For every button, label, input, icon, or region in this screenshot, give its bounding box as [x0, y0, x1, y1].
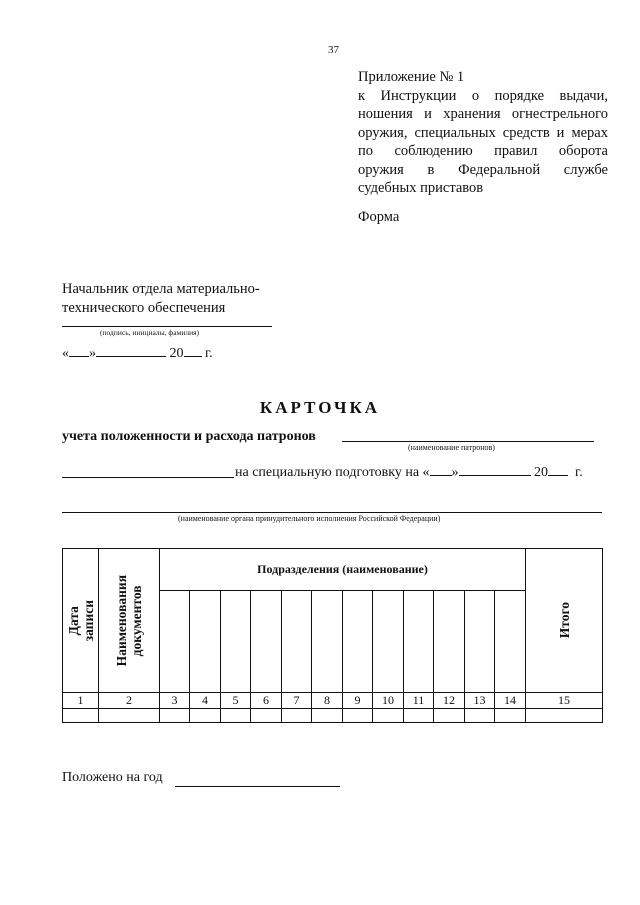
appendix-line: оружия, специальных средств и мерах: [358, 124, 608, 141]
training-year-suffix: г.: [575, 465, 583, 480]
table-row: [63, 709, 603, 723]
column-number: 10: [373, 693, 404, 709]
month-blank[interactable]: [96, 343, 166, 357]
column-number: 12: [434, 693, 465, 709]
appendix-line: оружия в Федеральной службе: [358, 161, 608, 178]
approval-position: [62, 280, 292, 318]
column-number: 11: [404, 693, 434, 709]
day-blank[interactable]: [69, 343, 89, 357]
unit-header-cell[interactable]: [251, 591, 282, 693]
unit-header-cell[interactable]: [190, 591, 221, 693]
unit-header-cell[interactable]: [404, 591, 434, 693]
org-caption: (наименование органа принудительного исполнения Российской Федерации): [178, 514, 441, 523]
column-number: 3: [160, 693, 190, 709]
signature-caption: (подпись, инициалы, фамилия): [100, 328, 200, 337]
column-number: 5: [221, 693, 251, 709]
appendix-line: к Инструкции о порядке выдачи,: [358, 87, 608, 104]
date-open-quote: «: [62, 346, 69, 361]
unit-header-cell[interactable]: [465, 591, 495, 693]
header-total: Итого: [526, 549, 603, 693]
table-cell[interactable]: [160, 709, 190, 723]
table-cell[interactable]: [465, 709, 495, 723]
training-month-blank[interactable]: [459, 462, 531, 476]
header-date: Дата записи: [63, 549, 99, 693]
year-blank[interactable]: [184, 343, 202, 357]
training-year-blank[interactable]: [548, 462, 568, 476]
appendix-line: по соблюдению правил оборота: [358, 143, 608, 159]
table-cell[interactable]: [343, 709, 373, 723]
training-year-prefix: 20: [534, 465, 549, 480]
table-cell[interactable]: [99, 709, 160, 723]
table-cell[interactable]: [404, 709, 434, 723]
date-close-quote: »: [89, 346, 96, 361]
unit-header-cell[interactable]: [343, 591, 373, 693]
position-line-1: Начальник отдела материально-: [62, 281, 260, 297]
table-cell[interactable]: [63, 709, 99, 723]
table-cell[interactable]: [526, 709, 603, 723]
table-cell[interactable]: [312, 709, 343, 723]
card-title: КАРТОЧКА: [259, 398, 381, 417]
column-number: 13: [465, 693, 495, 709]
page-number: 37: [328, 44, 339, 56]
table-cell[interactable]: [373, 709, 404, 723]
year-prefix: 20: [169, 346, 184, 361]
column-number: 6: [251, 693, 282, 709]
accounting-table: [62, 548, 603, 723]
appendix-title: Приложение № 1: [358, 69, 465, 85]
unit-header-cell[interactable]: [495, 591, 526, 693]
column-number: 15: [526, 693, 603, 709]
per-year-line[interactable]: [175, 786, 340, 787]
org-name-line[interactable]: [62, 512, 602, 513]
column-number: 4: [190, 693, 221, 709]
table-cell[interactable]: [251, 709, 282, 723]
table-cell[interactable]: [434, 709, 465, 723]
header-units: Подразделения (наименование): [160, 549, 526, 591]
year-suffix: г.: [205, 346, 213, 361]
training-text: на специальную подготовку на «: [235, 465, 430, 480]
training-line: [235, 462, 583, 481]
cartridge-caption: (наименование патронов): [408, 443, 495, 452]
column-number: 2: [99, 693, 160, 709]
approval-date: [62, 343, 213, 362]
table-cell[interactable]: [221, 709, 251, 723]
column-number: 8: [312, 693, 343, 709]
column-number: 7: [282, 693, 312, 709]
signature-line[interactable]: [62, 326, 272, 327]
unit-header-cell[interactable]: [373, 591, 404, 693]
form-label: Форма: [358, 209, 400, 225]
training-left-line[interactable]: [62, 477, 234, 478]
per-year-label: Положено на год: [62, 770, 163, 785]
appendix-line: судебных приставов: [358, 180, 484, 196]
unit-header-cell[interactable]: [221, 591, 251, 693]
unit-header-cell[interactable]: [160, 591, 190, 693]
unit-header-cell[interactable]: [434, 591, 465, 693]
position-line-2: технического обеспечения: [62, 300, 226, 316]
cartridge-name-line[interactable]: [342, 441, 594, 442]
column-number: 14: [495, 693, 526, 709]
table-cell[interactable]: [495, 709, 526, 723]
training-close-quote: »: [451, 465, 459, 480]
table-cell[interactable]: [282, 709, 312, 723]
unit-header-cell[interactable]: [282, 591, 312, 693]
appendix-line: ношения и хранения огнестрельного: [358, 106, 608, 122]
unit-header-cell[interactable]: [312, 591, 343, 693]
appendix-header: [358, 68, 608, 198]
header-documents: Наименования документов: [99, 549, 160, 693]
column-number: 9: [343, 693, 373, 709]
training-day-blank[interactable]: [430, 462, 452, 476]
table-cell[interactable]: [190, 709, 221, 723]
card-subtitle: учета положенности и расхода патронов: [62, 429, 316, 444]
column-number: 1: [63, 693, 99, 709]
